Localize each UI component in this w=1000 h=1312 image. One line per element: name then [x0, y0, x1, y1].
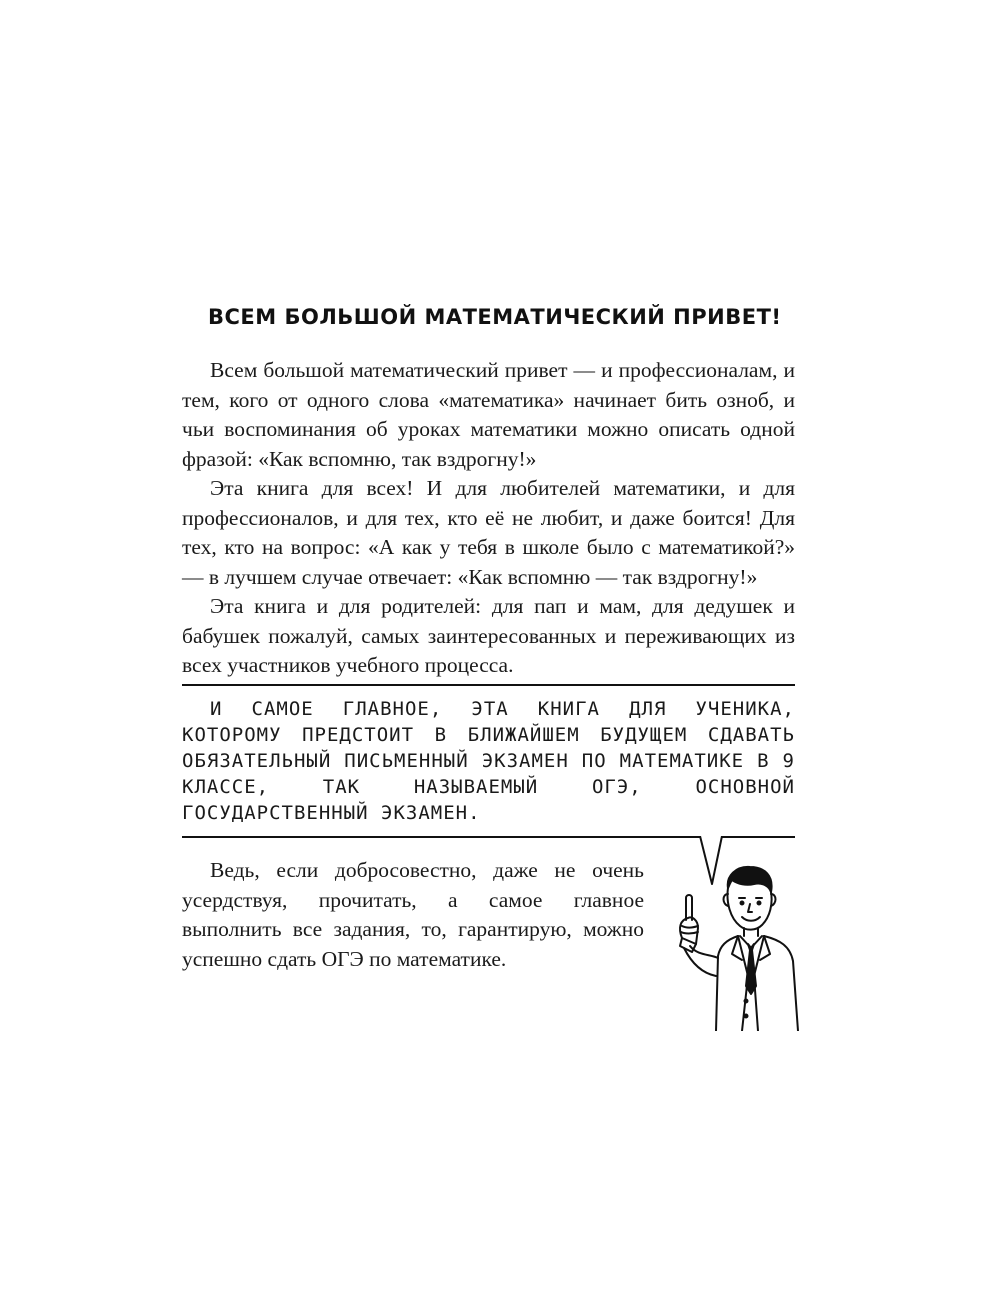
divider-top: [182, 684, 795, 686]
paragraph: Эта книга для всех! И для любителей математики, и для профессионалов, и для тех, кто её не любит, и даже боится! Для тех, кто на вопрос: «А как у тебя в школе было с математикой?» — в лучшем случае отвечает: «Как вспомню — так вздрогну!»: [182, 476, 795, 589]
paragraph: Эта книга и для родителей: для пап и мам, для дедушек и бабушек пожалуй, самых заинтересованных и переживающих из всех участников учебного процесса.: [182, 594, 795, 677]
intro-text: [182, 356, 795, 681]
divider-bottom: [182, 836, 700, 838]
callout-text: И САМОЕ ГЛАВНОЕ, ЭТА КНИГА ДЛЯ УЧЕНИКА, КОТОРОМУ ПРЕДСТОИТ В БЛИЖАЙШЕМ БУДУЩЕМ СДАВАТЬ ОБЯЗАТЕЛЬНЫЙ ПИСЬМЕННЫЙ ЭКЗАМЕН ПО МАТЕМАТИКЕ В 9 КЛАССЕ, ТАК НАЗЫВАЕМЫЙ ОГЭ, ОСНОВНОЙ ГОСУДАРСТВЕННЫЙ ЭКЗАМЕН.: [182, 698, 795, 824]
closing-paragraph: Ведь, если добросовестно, даже не очень усердствуя, прочитать, а самое главное выполнить все задания, то, гарантирую, можно успешно сдать ОГЭ по математике.: [182, 858, 644, 971]
section-heading: ВСЕМ БОЛЬШОЙ МАТЕМАТИЧЕСКИЙ ПРИВЕТ!: [208, 305, 782, 329]
man-pointing-up-icon: [670, 836, 800, 1031]
paragraph: Всем большой математический привет — и профессионалам, и тем, кого от одного слова «математика» начинает бить озноб, и чьи воспоминания об уроках математики можно описать одной фразой: «Как вспомню, так вздрогну!»: [182, 358, 795, 471]
